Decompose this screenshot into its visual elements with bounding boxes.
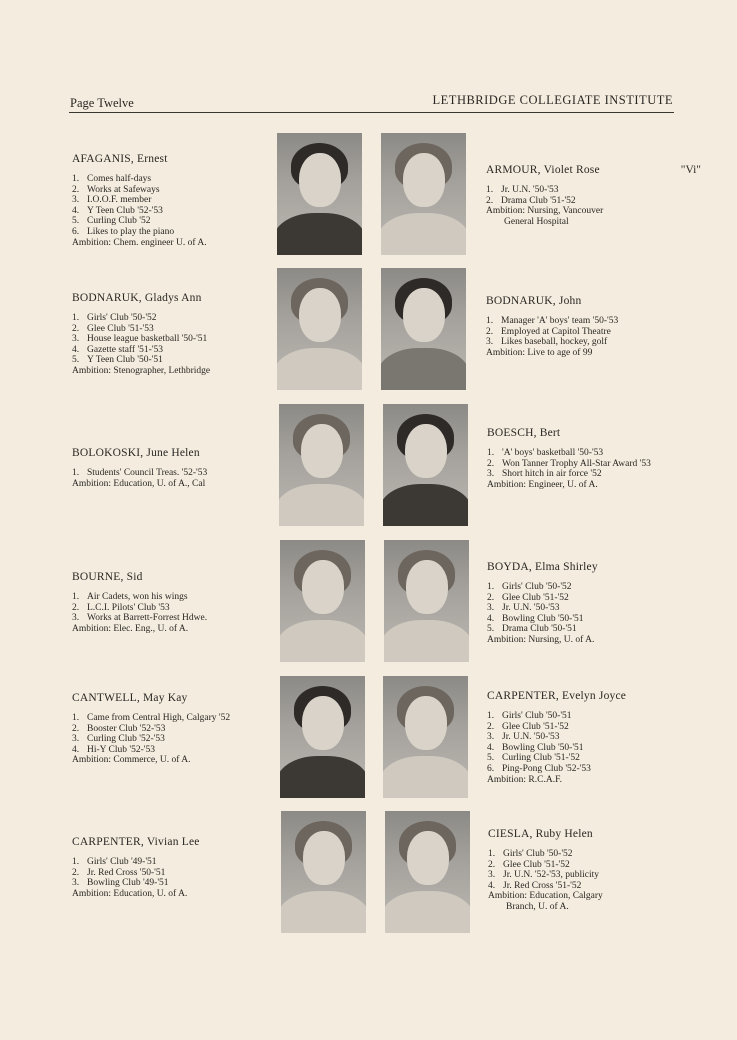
item-number: 1.: [487, 711, 495, 721]
item-text: Glee Club '51-'52: [502, 592, 569, 603]
activity-list: [488, 849, 693, 891]
item-text: Jr. Red Cross '50-'51: [87, 867, 166, 878]
student-entry: [72, 692, 277, 766]
activity-item: [487, 593, 692, 604]
student-entry: [72, 571, 277, 634]
student-portrait: [279, 404, 364, 526]
item-text: Curling Club '52: [87, 216, 151, 227]
item-number: 2.: [486, 195, 494, 206]
activity-item: [487, 614, 692, 625]
student-name: CANTWELL, May Kay: [72, 692, 188, 704]
activity-item: [487, 722, 692, 733]
item-number: 2.: [487, 458, 495, 469]
activity-item: [72, 345, 277, 356]
item-text: Jr. U.N. '52-'53, publicity: [503, 870, 600, 881]
portrait-shoulders: [279, 484, 364, 526]
activity-list: [486, 185, 691, 206]
portrait-shoulders: [381, 213, 466, 255]
item-text: Girls' Club '50-'52: [503, 849, 573, 859]
activity-item: [487, 469, 692, 480]
item-text: Came from Central High, Calgary '52: [87, 713, 231, 723]
item-text: Air Cadets, won his wings: [87, 592, 188, 602]
activity-item: [486, 185, 691, 196]
item-text: Hi-Y Club '52-'53: [87, 744, 155, 755]
activity-item: [487, 743, 692, 754]
portrait-shoulders: [381, 348, 466, 390]
item-number: 4.: [488, 880, 496, 891]
activity-item: [486, 337, 691, 348]
item-text: Drama Club '51-'52: [501, 195, 576, 206]
portrait-shoulders: [281, 891, 366, 933]
student-entry: [488, 828, 693, 913]
item-text: 'A' boys' basketball '50-'53: [502, 448, 604, 458]
item-number: 1.: [486, 185, 494, 195]
student-name: CIESLA, Ruby Helen: [488, 828, 593, 840]
item-number: 5.: [72, 355, 80, 366]
activity-item: [72, 857, 277, 868]
item-number: 2.: [72, 323, 80, 334]
activity-item: [72, 216, 277, 227]
item-number: 1.: [72, 592, 80, 602]
item-text: Bowling Club '50-'51: [502, 742, 584, 753]
portrait-face: [405, 424, 447, 478]
item-text: Works at Safeways: [87, 184, 160, 195]
page-number: Page Twelve: [70, 96, 134, 110]
activity-item: [72, 592, 277, 603]
item-number: 5.: [487, 624, 495, 635]
item-number: 3.: [72, 734, 80, 745]
item-number: 6.: [487, 763, 495, 774]
portrait-shoulders: [384, 620, 469, 662]
item-number: 6.: [72, 226, 80, 237]
activity-list: [72, 592, 277, 624]
item-number: 4.: [72, 744, 80, 755]
item-text: Short hitch in air force '52: [502, 469, 602, 480]
item-number: 5.: [487, 753, 495, 764]
item-text: Glee Club '51-'52: [502, 721, 569, 732]
ambition: Ambition: Engineer, U. of A.: [487, 479, 598, 490]
item-text: Booster Club '52-'53: [87, 723, 166, 734]
ambition: Ambition: Nursing, Vancouver: [486, 206, 604, 217]
portrait-face: [302, 560, 344, 614]
activity-item: [486, 196, 691, 207]
portrait-face: [299, 153, 341, 207]
activity-item: [72, 324, 277, 335]
student-portrait: [281, 811, 366, 933]
item-number: 3.: [72, 878, 80, 889]
item-number: 1.: [487, 582, 495, 592]
item-number: 3.: [488, 870, 496, 881]
item-text: Jr. U.N. '50-'53: [502, 732, 560, 743]
activity-list: [72, 468, 277, 479]
student-name: ARMOUR, Violet Rose: [486, 164, 600, 176]
student-name: BODNARUK, John: [486, 295, 582, 307]
activity-item: [72, 713, 277, 724]
ambition: Ambition: Nursing, U. of A.: [487, 634, 595, 645]
student-portrait: [381, 133, 466, 255]
ambition: Ambition: Chem. engineer U. of A.: [72, 237, 207, 248]
activity-list: [487, 582, 692, 635]
header-rule: [69, 112, 674, 113]
activity-item: [72, 745, 277, 756]
item-number: 1.: [72, 468, 80, 478]
portrait-face: [403, 153, 445, 207]
activity-item: [72, 734, 277, 745]
ambition: Ambition: Commerce, U. of A.: [72, 755, 191, 766]
item-text: Won Tanner Trophy All-Star Award '53: [502, 458, 651, 469]
activity-item: [72, 334, 277, 345]
item-number: 2.: [72, 602, 80, 613]
item-number: 2.: [72, 867, 80, 878]
portrait-shoulders: [383, 484, 468, 526]
student-portrait: [280, 676, 365, 798]
student-entry: [487, 690, 692, 785]
activity-item: [72, 355, 277, 366]
portrait-face: [303, 831, 345, 885]
portrait-face: [405, 696, 447, 750]
item-number: 3.: [487, 469, 495, 480]
portrait-shoulders: [277, 213, 362, 255]
activity-item: [72, 195, 277, 206]
activity-item: [72, 185, 277, 196]
student-portrait: [385, 811, 470, 933]
item-text: Jr. Red Cross '51-'52: [503, 880, 582, 891]
item-text: Y Teen Club '50-'51: [87, 355, 163, 366]
item-text: Curling Club '51-'52: [502, 753, 580, 764]
activity-item: [487, 582, 692, 593]
student-entry: [487, 427, 692, 490]
item-text: Likes baseball, hockey, golf: [501, 337, 608, 348]
activity-item: [488, 881, 693, 892]
ambition: Ambition: Education, U. of A.: [72, 888, 188, 899]
student-portrait: [384, 540, 469, 662]
activity-item: [486, 327, 691, 338]
student-name: BOYDA, Elma Shirley: [487, 561, 598, 573]
activity-item: [487, 753, 692, 764]
activity-item: [72, 206, 277, 217]
student-name: BODNARUK, Gladys Ann: [72, 292, 202, 304]
item-text: Y Teen Club '52-'53: [87, 205, 163, 216]
student-name: CARPENTER, Evelyn Joyce: [487, 690, 627, 702]
student-name: BOESCH, Bert: [487, 427, 561, 439]
item-text: Girls' Club '50-'52: [502, 582, 572, 592]
portrait-face: [403, 288, 445, 342]
item-number: 1.: [486, 316, 494, 326]
activity-item: [72, 724, 277, 735]
ambition-continued: General Hospital: [504, 216, 569, 227]
item-text: Curling Club '52-'53: [87, 734, 165, 745]
item-number: 1.: [72, 713, 80, 723]
student-name: CARPENTER, Vivian Lee: [72, 836, 200, 848]
activity-item: [487, 459, 692, 470]
portrait-shoulders: [385, 891, 470, 933]
activity-item: [487, 603, 692, 614]
activity-item: [488, 849, 693, 860]
item-text: Bowling Club '49-'51: [87, 878, 169, 889]
activity-item: [72, 468, 277, 479]
item-number: 4.: [72, 344, 80, 355]
item-number: 2.: [487, 721, 495, 732]
activity-list: [72, 713, 277, 755]
item-text: Bowling Club '50-'51: [502, 613, 584, 624]
student-name: BOLOKOSKI, June Helen: [72, 447, 200, 459]
student-entry: [72, 292, 277, 377]
activity-item: [72, 313, 277, 324]
activity-list: [486, 316, 691, 348]
item-number: 2.: [72, 184, 80, 195]
item-number: 4.: [72, 205, 80, 216]
activity-item: [72, 603, 277, 614]
item-number: 4.: [487, 742, 495, 753]
student-entry: [72, 153, 277, 248]
student-portrait: [381, 268, 466, 390]
activity-item: [488, 860, 693, 871]
item-number: 4.: [487, 613, 495, 624]
item-number: 1.: [488, 849, 496, 859]
item-text: Glee Club '51-'53: [87, 323, 154, 334]
ambition: Ambition: Elec. Eng., U. of A.: [72, 623, 189, 634]
item-text: Glee Club '51-'52: [503, 859, 570, 870]
item-text: Jr. U.N. '50-'53: [501, 185, 559, 195]
item-number: 3.: [72, 195, 80, 206]
portrait-shoulders: [277, 348, 362, 390]
student-portrait: [383, 404, 468, 526]
item-text: Jr. U.N. '50-'53: [502, 603, 560, 614]
activity-list: [72, 313, 277, 366]
activity-list: [72, 857, 277, 889]
item-text: Girls' Club '50-'52: [87, 313, 157, 323]
portrait-shoulders: [280, 756, 365, 798]
item-text: Girls' Club '50-'51: [502, 711, 572, 721]
student-entry: [487, 561, 692, 646]
item-number: 5.: [72, 216, 80, 227]
portrait-face: [299, 288, 341, 342]
item-number: 2.: [488, 859, 496, 870]
item-text: Ping-Pong Club '52-'53: [502, 763, 591, 774]
portrait-face: [407, 831, 449, 885]
item-number: 1.: [487, 448, 495, 458]
item-text: Drama Club '50-'51: [502, 624, 577, 635]
item-text: Works at Barrett-Forrest Hdwe.: [87, 613, 208, 624]
school-name: LETHBRIDGE COLLEGIATE INSTITUTE: [432, 93, 673, 107]
activity-list: [487, 448, 692, 480]
item-text: Girls' Club '49-'51: [87, 857, 157, 867]
item-text: Students' Council Treas. '52-'53: [87, 468, 208, 478]
portrait-shoulders: [383, 756, 468, 798]
item-number: 3.: [72, 613, 80, 624]
ambition-continued: Branch, U. of A.: [506, 901, 569, 912]
activity-item: [72, 868, 277, 879]
student-portrait: [277, 268, 362, 390]
item-number: 3.: [487, 732, 495, 743]
student-entry: [72, 836, 277, 899]
portrait-face: [302, 696, 344, 750]
item-text: I.O.O.F. member: [87, 195, 152, 206]
portrait-face: [406, 560, 448, 614]
student-name: BOURNE, Sid: [72, 571, 143, 583]
portrait-shoulders: [280, 620, 365, 662]
student-name: AFAGANIS, Ernest: [72, 153, 168, 165]
item-text: Comes half-days: [87, 174, 152, 184]
item-number: 3.: [487, 603, 495, 614]
activity-item: [487, 732, 692, 743]
activity-list: [72, 174, 277, 238]
activity-item: [487, 448, 692, 459]
student-portrait: [383, 676, 468, 798]
ambition: Ambition: R.C.A.F.: [487, 774, 562, 785]
item-number: 3.: [72, 334, 80, 345]
ambition: Ambition: Stenographer, Lethbridge: [72, 365, 211, 376]
student-entry: [72, 447, 277, 489]
item-text: Gazette staff '51-'53: [87, 344, 164, 355]
activity-list: [487, 711, 692, 775]
student-entry: [486, 295, 691, 358]
item-number: 1.: [72, 857, 80, 867]
item-text: Likes to play the piano: [87, 226, 175, 237]
item-number: 2.: [486, 326, 494, 337]
activity-item: [72, 613, 277, 624]
ambition: Ambition: Education, Calgary: [488, 891, 603, 902]
student-nickname: "Vi": [680, 164, 701, 176]
item-text: Manager 'A' boys' team '50-'53: [501, 316, 619, 326]
ambition: Ambition: Education, U. of A., Cal: [72, 478, 206, 489]
item-text: House league basketball '50-'51: [87, 334, 208, 345]
item-number: 1.: [72, 174, 80, 184]
activity-item: [72, 174, 277, 185]
student-portrait: [280, 540, 365, 662]
student-portrait: [277, 133, 362, 255]
item-text: Employed at Capitol Theatre: [501, 326, 611, 337]
item-number: 1.: [72, 313, 80, 323]
item-number: 2.: [487, 592, 495, 603]
item-number: 3.: [486, 337, 494, 348]
ambition: Ambition: Live to age of 99: [486, 347, 593, 358]
activity-item: [487, 711, 692, 722]
activity-item: [72, 878, 277, 889]
item-text: L.C.I. Pilots' Club '53: [87, 602, 170, 613]
item-number: 2.: [72, 723, 80, 734]
activity-item: [486, 316, 691, 327]
activity-item: [487, 764, 692, 775]
portrait-face: [301, 424, 343, 478]
activity-item: [487, 624, 692, 635]
activity-item: [72, 227, 277, 238]
student-entry: [486, 164, 701, 227]
activity-item: [488, 870, 693, 881]
